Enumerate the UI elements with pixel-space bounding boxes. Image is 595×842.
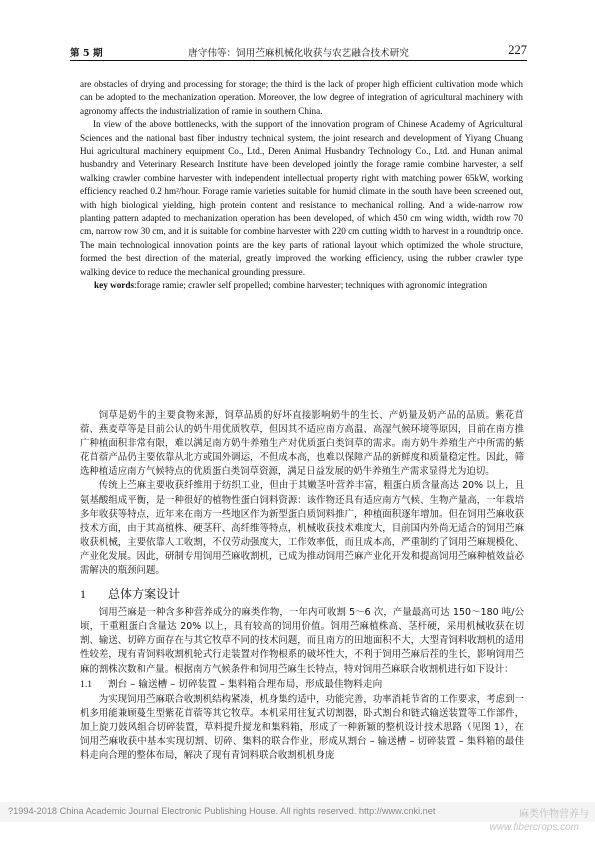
- subsection-number: 1.1: [80, 678, 93, 690]
- running-header: [70, 43, 527, 61]
- section-heading: [80, 586, 524, 602]
- body-paragraph: 饲用苎麻是一种含多种营养成分的麻类作物，一年内可收割 5～6 次，产量最高可达 150～180 吨/公顷，干重粗蛋白含量达 20% 以上，具有较高的饲用价值。饲用苎麻植株高、茎杆硬，采用机械收获在切割、输送、切碎方面存在与其它牧草不同的技术问题，而且南方的田地面积不大，大型青饲料收割机的适用性较差，现有青饲料收割机轮式行走装置对作物根系的破坏性大，不利于饲用苎麻后茬的生长，影响饲用苎麻的割株次数和产量。根据南方气候条件和饲用苎麻生长特点，特对饲用苎麻联合收割机进行如下设计：: [80, 607, 524, 675]
- section-number: 1: [80, 587, 87, 602]
- running-title: 唐守伟等：饲用苎麻机械化收获与农艺融合技术研究: [188, 48, 409, 59]
- keywords: [80, 279, 523, 292]
- abstract-paragraph: In view of the above bottlenecks, with the support of the innovation program of Chinese Academy of Agricultural Sciences and the national bast fiber industry technical system, the joint research and development of Yiyang Chuang Hui agricultural machinery equipment Co., Ltd., Deren Animal Husbandry Technology Co., Ltd. and Hunan animal husbandry and Veterinary Research Institute have been developed jointly the forage ramie combine harvester, a self walking crawler combine harvester with independent intellectual property right with matching power 65kW, working efficiency reached 0.2 hm²/hour. Forage ramie varieties suitable for humid climate in the south have been screened out, with high biological yielding, high protein content and resistance to mechanical rolling. And a wide-narrow row planting pattern adapted to mechanization operation has been developed, of which 450 cm wing width, width row 70 cm, narrow row 30 cm, and it is suitable for combine harvester with 220 cm cutting width to harvest in a roundtrip once. The main technological innovation points are the key parts of rational layout which optimized the whole structure, formed the best direction of the material, greatly improved the working efficiency, using the rubber crawler type walking device to reduce the mechanical grounding pressure.: [80, 119, 523, 277]
- subsection-heading: [80, 678, 524, 692]
- keywords-text: :forage ramie; crawler self propelled; combine harvester; techniques with agronomic integration: [134, 280, 488, 291]
- watermark-url: www.fibercrops.com: [489, 822, 579, 833]
- page-footer: [0, 802, 595, 833]
- body-paragraph: 传统上苎麻主要收获纤维用于纺织工业，但由于其嫩茎叶营养丰富，粗蛋白质含量高达 20% 以上，且氨基酸组成平衡，是一种很好的植物性蛋白饲料资源：该作物还具有适应南方气候、生物产量高，一年栽培多年收获等特点，近年来在南方一些地区作为新型蛋白质饲料推广，种植面积逐年增加。但在饲用苎麻收获技术方面，由于其高植株、硬茎秆、高纤维等特点，机械收获技术难度大，目前国内外尚无适合的饲用苎麻收获机械，主要依靠人工收割，不仅劳动强度大，工作效率低，而且成本高，严重制约了饲用苎麻规模化、产业化发展。因此，研制专用饲用苎麻收割机，已成为推动饲用苎麻产业化开发和提高饲用苎麻种植效益必需解决的瓶颈问题。: [80, 480, 524, 577]
- subsection-title: 割台 – 输送槽 – 切碎装置 – 集料箱合理布局，形成最佳物料走向: [108, 678, 383, 690]
- body-paragraph: 饲草是奶牛的主要食物来源，饲草品质的好坏直接影响奶牛的生长、产奶量及奶产品的品质。紫花苜蓿、燕麦草等是目前公认的奶牛用优质牧草，但因其不适应南方高温、高湿气候环境等原因，目前在南方推广种植面积非常有限，难以满足南方奶牛养殖生产对优质蛋白类饲草的需求。南方奶牛养殖生产中所需的紫花苜蓿产品仍主要依靠从北方或国外调运，不但成本高，也难以保障产品的新鲜度和质量稳定性。因此，筛选种植适应南方气候特点的优质蛋白类饲草资源，满足日益发展的奶牛养殖生产需求显得尤为迫切。: [80, 410, 524, 478]
- header-rule: [70, 60, 527, 61]
- chinese-body: [80, 409, 524, 763]
- page-number: 227: [508, 43, 527, 57]
- keywords-label: key words: [94, 280, 135, 291]
- body-paragraph: 为实现饲用苎麻联合收割机结构紧凑，机身集约适中，功能完善，功率消耗节省的工作要求，考虑到一机多用能兼顾蔓生型紫花苜蓿等其它牧草。本机采用往复式切割器，卧式割台和链式输送装置等工作部件，加上旋刀鼓风组合切碎装置，草料提升搅龙和集料箱，形成了一种新颖的整机设计技术思路（见图 1），在饲用苎麻收获中基本实现切割、切碎、集料的联合作业，形成从割台 – 输送槽 – 切碎装置 – 集料箱的最佳料走向合理的整体布局，解决了现有青饲料联合收割机机身庞: [80, 693, 524, 761]
- abstract-paragraph: are obstacles of drying and processing for storage; the third is the lack of proper high efficient cultivation mode which can be adopted to the mechanization operation. Moreover, the low degree of integration of agricultural machinery with agronomy affects the industrialization of ramie in southern China.: [80, 79, 523, 116]
- watermark-text: 麻类作物营养与: [519, 809, 589, 820]
- section-title: 总体方案设计: [108, 587, 181, 602]
- issue-number: 第 5 期: [70, 48, 103, 59]
- copyright-notice: ?1994-2018 China Academic Journal Electronic Publishing House. All rights reserved. http://www.cnki.net: [8, 806, 436, 816]
- english-abstract: [80, 78, 523, 293]
